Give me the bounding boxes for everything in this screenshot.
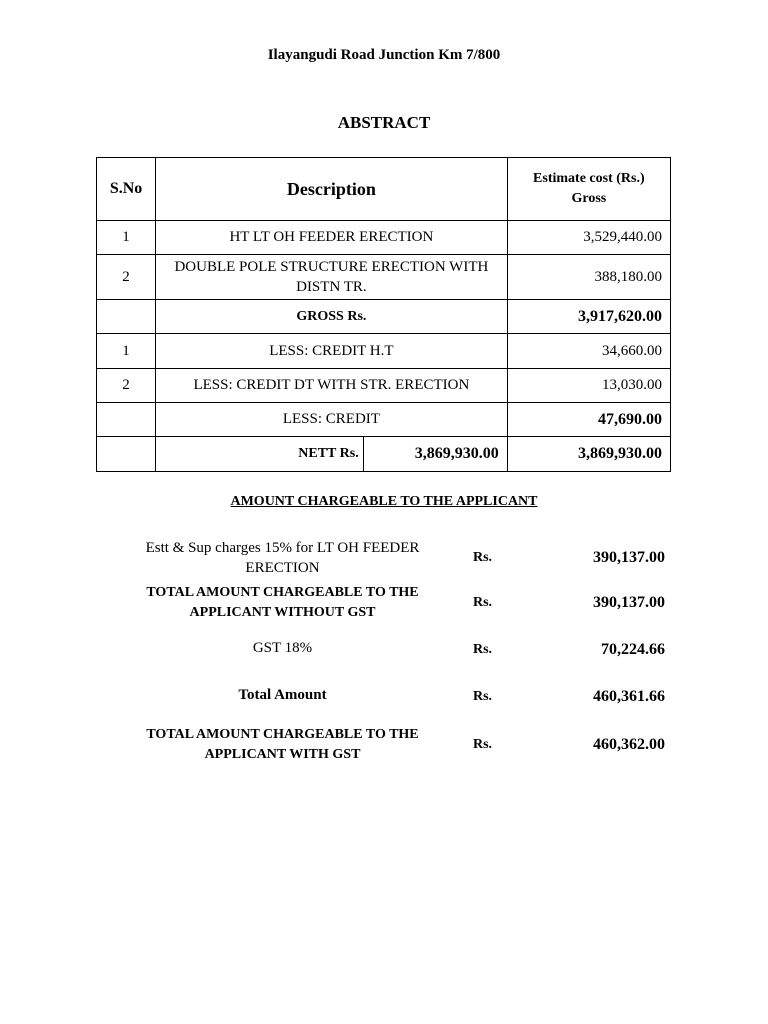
credit-description: LESS: CREDIT H.T: [156, 334, 508, 369]
row-cost: 3,529,440.00: [507, 221, 670, 255]
gross-cost: 3,917,620.00: [507, 300, 670, 334]
less-credit-row: [97, 403, 671, 437]
charge-rs: Rs.: [473, 689, 493, 704]
charge-rs: Rs.: [473, 737, 493, 752]
charge-amount: 390,137.00: [593, 594, 665, 611]
credit-cost: 34,660.00: [507, 334, 670, 369]
charge-row-without-gst: [110, 583, 665, 623]
charge-row-total: [110, 685, 665, 709]
row-sno: 1: [97, 221, 156, 255]
charge-amount: 460,361.66: [593, 688, 665, 705]
row-description: HT LT OH FEEDER ERECTION: [156, 221, 508, 255]
charge-description: GST 18%: [252, 640, 313, 656]
charge-description: TOTAL AMOUNT CHARGEABLE TO THE APPLICANT WITH GST: [146, 727, 419, 762]
abstract-table: [96, 157, 671, 472]
charge-row-gst: [110, 638, 665, 662]
credit-row: [97, 334, 671, 369]
table-row: [97, 255, 671, 300]
charge-rs: Rs.: [473, 595, 493, 610]
charge-description: Estt & Sup charges 15% for LT OH FEEDER ERECTION: [145, 540, 420, 576]
gross-label: GROSS Rs.: [156, 300, 508, 334]
charge-row-estt: [110, 538, 665, 578]
gross-sno: [97, 300, 156, 334]
nett-label: NETT Rs.: [298, 446, 359, 461]
less-credit-cost: 47,690.00: [507, 403, 670, 437]
row-cost: 388,180.00: [507, 255, 670, 300]
row-sno: 2: [97, 255, 156, 300]
charge-amount: 70,224.66: [601, 641, 665, 658]
credit-cost: 13,030.00: [507, 369, 670, 403]
header-sno: S.No: [97, 158, 156, 221]
nett-split-cell: [156, 437, 508, 472]
charge-description: TOTAL AMOUNT CHARGEABLE TO THE APPLICANT WITHOUT GST: [146, 585, 419, 620]
table-header-row: [97, 158, 671, 221]
charge-amount: 390,137.00: [593, 549, 665, 566]
less-credit-label: LESS: CREDIT: [156, 403, 508, 437]
credit-row: [97, 369, 671, 403]
charge-row-with-gst: [110, 725, 665, 765]
nett-sno: [97, 437, 156, 472]
table-row: [97, 221, 671, 255]
header-cost-line2: Gross: [571, 191, 607, 206]
header-cost-line1: Estimate cost (Rs.): [533, 171, 645, 186]
credit-sno: 2: [97, 369, 156, 403]
row-description: DOUBLE POLE STRUCTURE ERECTION WITH DISTN TR.: [156, 255, 508, 300]
charge-description: Total Amount: [238, 687, 327, 703]
nett-cost: 3,869,930.00: [507, 437, 670, 472]
site-title: Ilayangudi Road Junction Km 7/800: [267, 47, 501, 63]
less-credit-sno: [97, 403, 156, 437]
header-description: Description: [156, 158, 508, 221]
charge-rs: Rs.: [473, 550, 493, 565]
charge-amount: 460,362.00: [593, 736, 665, 753]
chargeable-heading: AMOUNT CHARGEABLE TO THE APPLICANT: [230, 494, 538, 509]
charge-rs: Rs.: [473, 642, 493, 657]
nett-mid-value: 3,869,930.00: [363, 437, 507, 471]
nett-row: [97, 437, 671, 472]
credit-description: LESS: CREDIT DT WITH STR. ERECTION: [156, 369, 508, 403]
credit-sno: 1: [97, 334, 156, 369]
header-estimate-cost: [507, 158, 670, 221]
document-title: ABSTRACT: [337, 113, 431, 132]
gross-row: [97, 300, 671, 334]
